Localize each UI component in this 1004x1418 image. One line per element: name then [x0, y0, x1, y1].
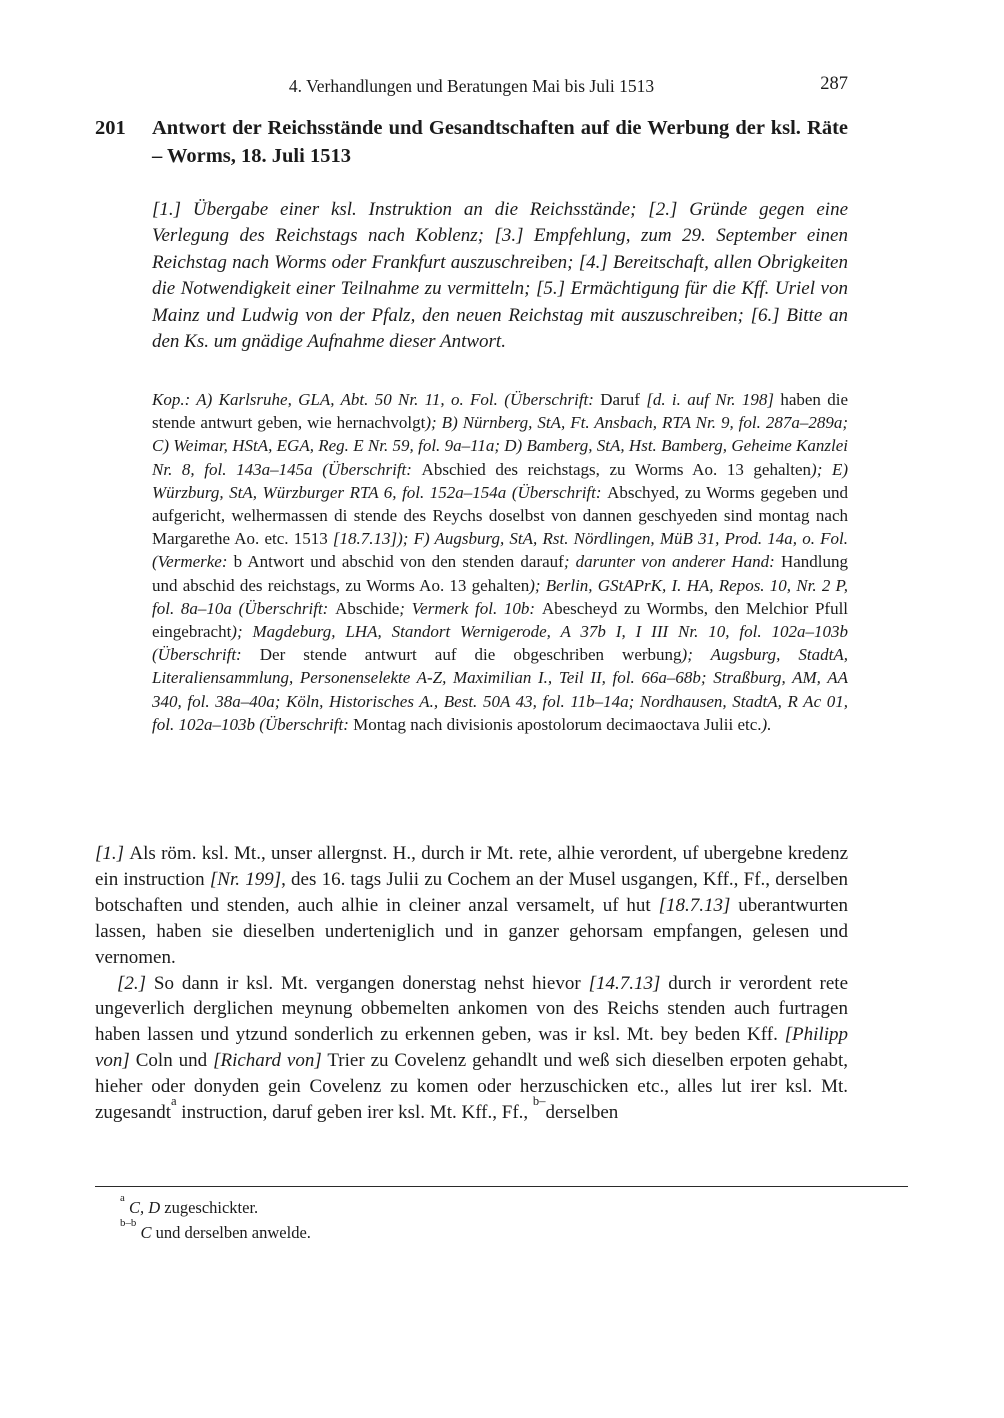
body-paragraph-2: [2.] So dann ir ksl. Mt. vergangen donerstag nehst hievor [14.7.13] durch ir verordent rete ungeverlich derglichen meynung obbemelten ankomen von des Reichs stenden auch furtragen haben lassen und ytzund sonderlich zu erkennen geben, was ir ksl. Mt. bey beden Kff. [Philipp von] Coln und [Richard von] Trier zu Covelenz gehandlt und weß sich dieselben erpoten gehabt, hieher oder donyden gein Covelenz zu komen oder herzuschicken etc., alles lut irer ksl. Mt. zugesandt$^a$ instruction, daruf geben irer ksl. Mt. Kff., Ff., $^{b-}$derselben [95, 972, 849, 1124]
archival-sources-paragraph: Kop.: A) Karlsruhe, GLA, Abt. 50 Nr. 11, o. Fol. (Überschrift: Daruf [d. i. auf Nr. 198] haben die stende antwurt geben, wie hernachvolgt); B) Nürnberg, StA, Ft. Ansbach, RTA Nr. 9, fol. 287a–289a; C) Weimar, HStA, EGA, Reg. E Nr. 59, fol. 9a–11a; D) Bamberg, StA, Hst. Bamberg, Geheime Kanzlei Nr. 8, fol. 143a–145a (Überschrift: Abschied des reichstags, zu Worms Ao. 13 gehalten); E) Würzburg, StA, Würzburger RTA 6, fol. 152a–154a (Überschrift: Abschyed, zu Worms gegeben und aufgericht, welhermassen di stende des Reychs doselbst von dannen geschyeden sind montag nach Margarethe Ao. etc. 1513 [18.7.13]); F) Augsburg, StA, Rst. Nördlingen, MüB 31, Prod. 14a, o. Fol. (Vermerke: b Antwort und abschid von den stenden darauf; darunter von anderer Hand: Handlung und abschid des reichstags, zu Worms Ao. 13 gehalten); Berlin, GStAPrK, I. HA, Repos. 10, Nr. 2 P, fol. 8a–10a (Überschrift: Abschide; Vermerk fol. 10b: Abescheyd zu Wormbs, den Melchior Pfull eingebracht); Magdeburg, LHA, Standort Wernigerode, A 37b I, I III Nr. 10, fol. 102a–103b (Überschrift: Der stende antwurt auf die obgeschriben werbung); Augsburg, StadtA, Literaliensammlung, Personenselekte A-Z, Maximilian I., Teil II, fol. 66a–68b; Straßburg, AM, AA 340, fol. 38a–40a; Köln, Historisches A., Best. 50A 43, fol. 11b–14a; Nordhausen, StadtA, R Ac 01, fol. 102a–103b (Überschrift: Montag nach divisionis apostolorum decimaoctava Julii etc.). [152, 390, 849, 734]
footnotes-section [95, 1186, 848, 1245]
entry-title: Antwort der Reichsstände und Gesandtschaften auf die Werbung der ksl. Räte – Worms, 18. Juli 1513 [152, 117, 848, 167]
footnote-rule [95, 1186, 908, 1187]
entry-heading [95, 114, 848, 170]
footnote-a: $^a$ C, D zugeschickter. [120, 1192, 259, 1217]
running-header [95, 76, 848, 97]
abstract-paragraph: [1.] Übergabe einer ksl. Instruktion an die Reichsstände; [2.] Gründe gegen eine Verlegung des Reichstags nach Koblenz; [3.] Empfehlung, zum 29. September einen Reichstag nach Worms oder Frankfurt auszuschreiben; [4.] Bereitschaft, allen Obrigkeiten die Notwendigkeit einer Teilnahme zu vermitteln; [5.] Ermächtigung für die Kff. Uriel von Mainz und Ludwig von der Pfalz, den neuen Reichstag mit auszuschreiben; [6.] Bitte an den Ks. um gnädige Aufnahme dieser Antwort. [152, 199, 848, 353]
body-text [95, 841, 848, 1126]
entry-number: 201 [95, 117, 126, 139]
running-title: 4. Verhandlungen und Beratungen Mai bis Juli 1513 [288, 76, 655, 96]
page-number: 287 [820, 74, 848, 94]
footnote-b: $^{b-b}$ C und derselben anwelde. [120, 1216, 311, 1242]
body-paragraph-1: [1.] Als röm. ksl. Mt., unser allergnst. H., durch ir Mt. rete, alhie verordent, uf ubergebne kredenz ein instruction [Nr. 199], des 16. tags Julii zu Cochem an der Musel usgangen, Kff., Ff., derselben botschaften und stenden, auch alhie in cleiner anzal versamelt, uf hut [18.7.13] uberantwurten lassen, haben sie dieselben underteniglich und in ganzer gehorsam empfangen, gelesen und vernomen. [95, 843, 849, 968]
